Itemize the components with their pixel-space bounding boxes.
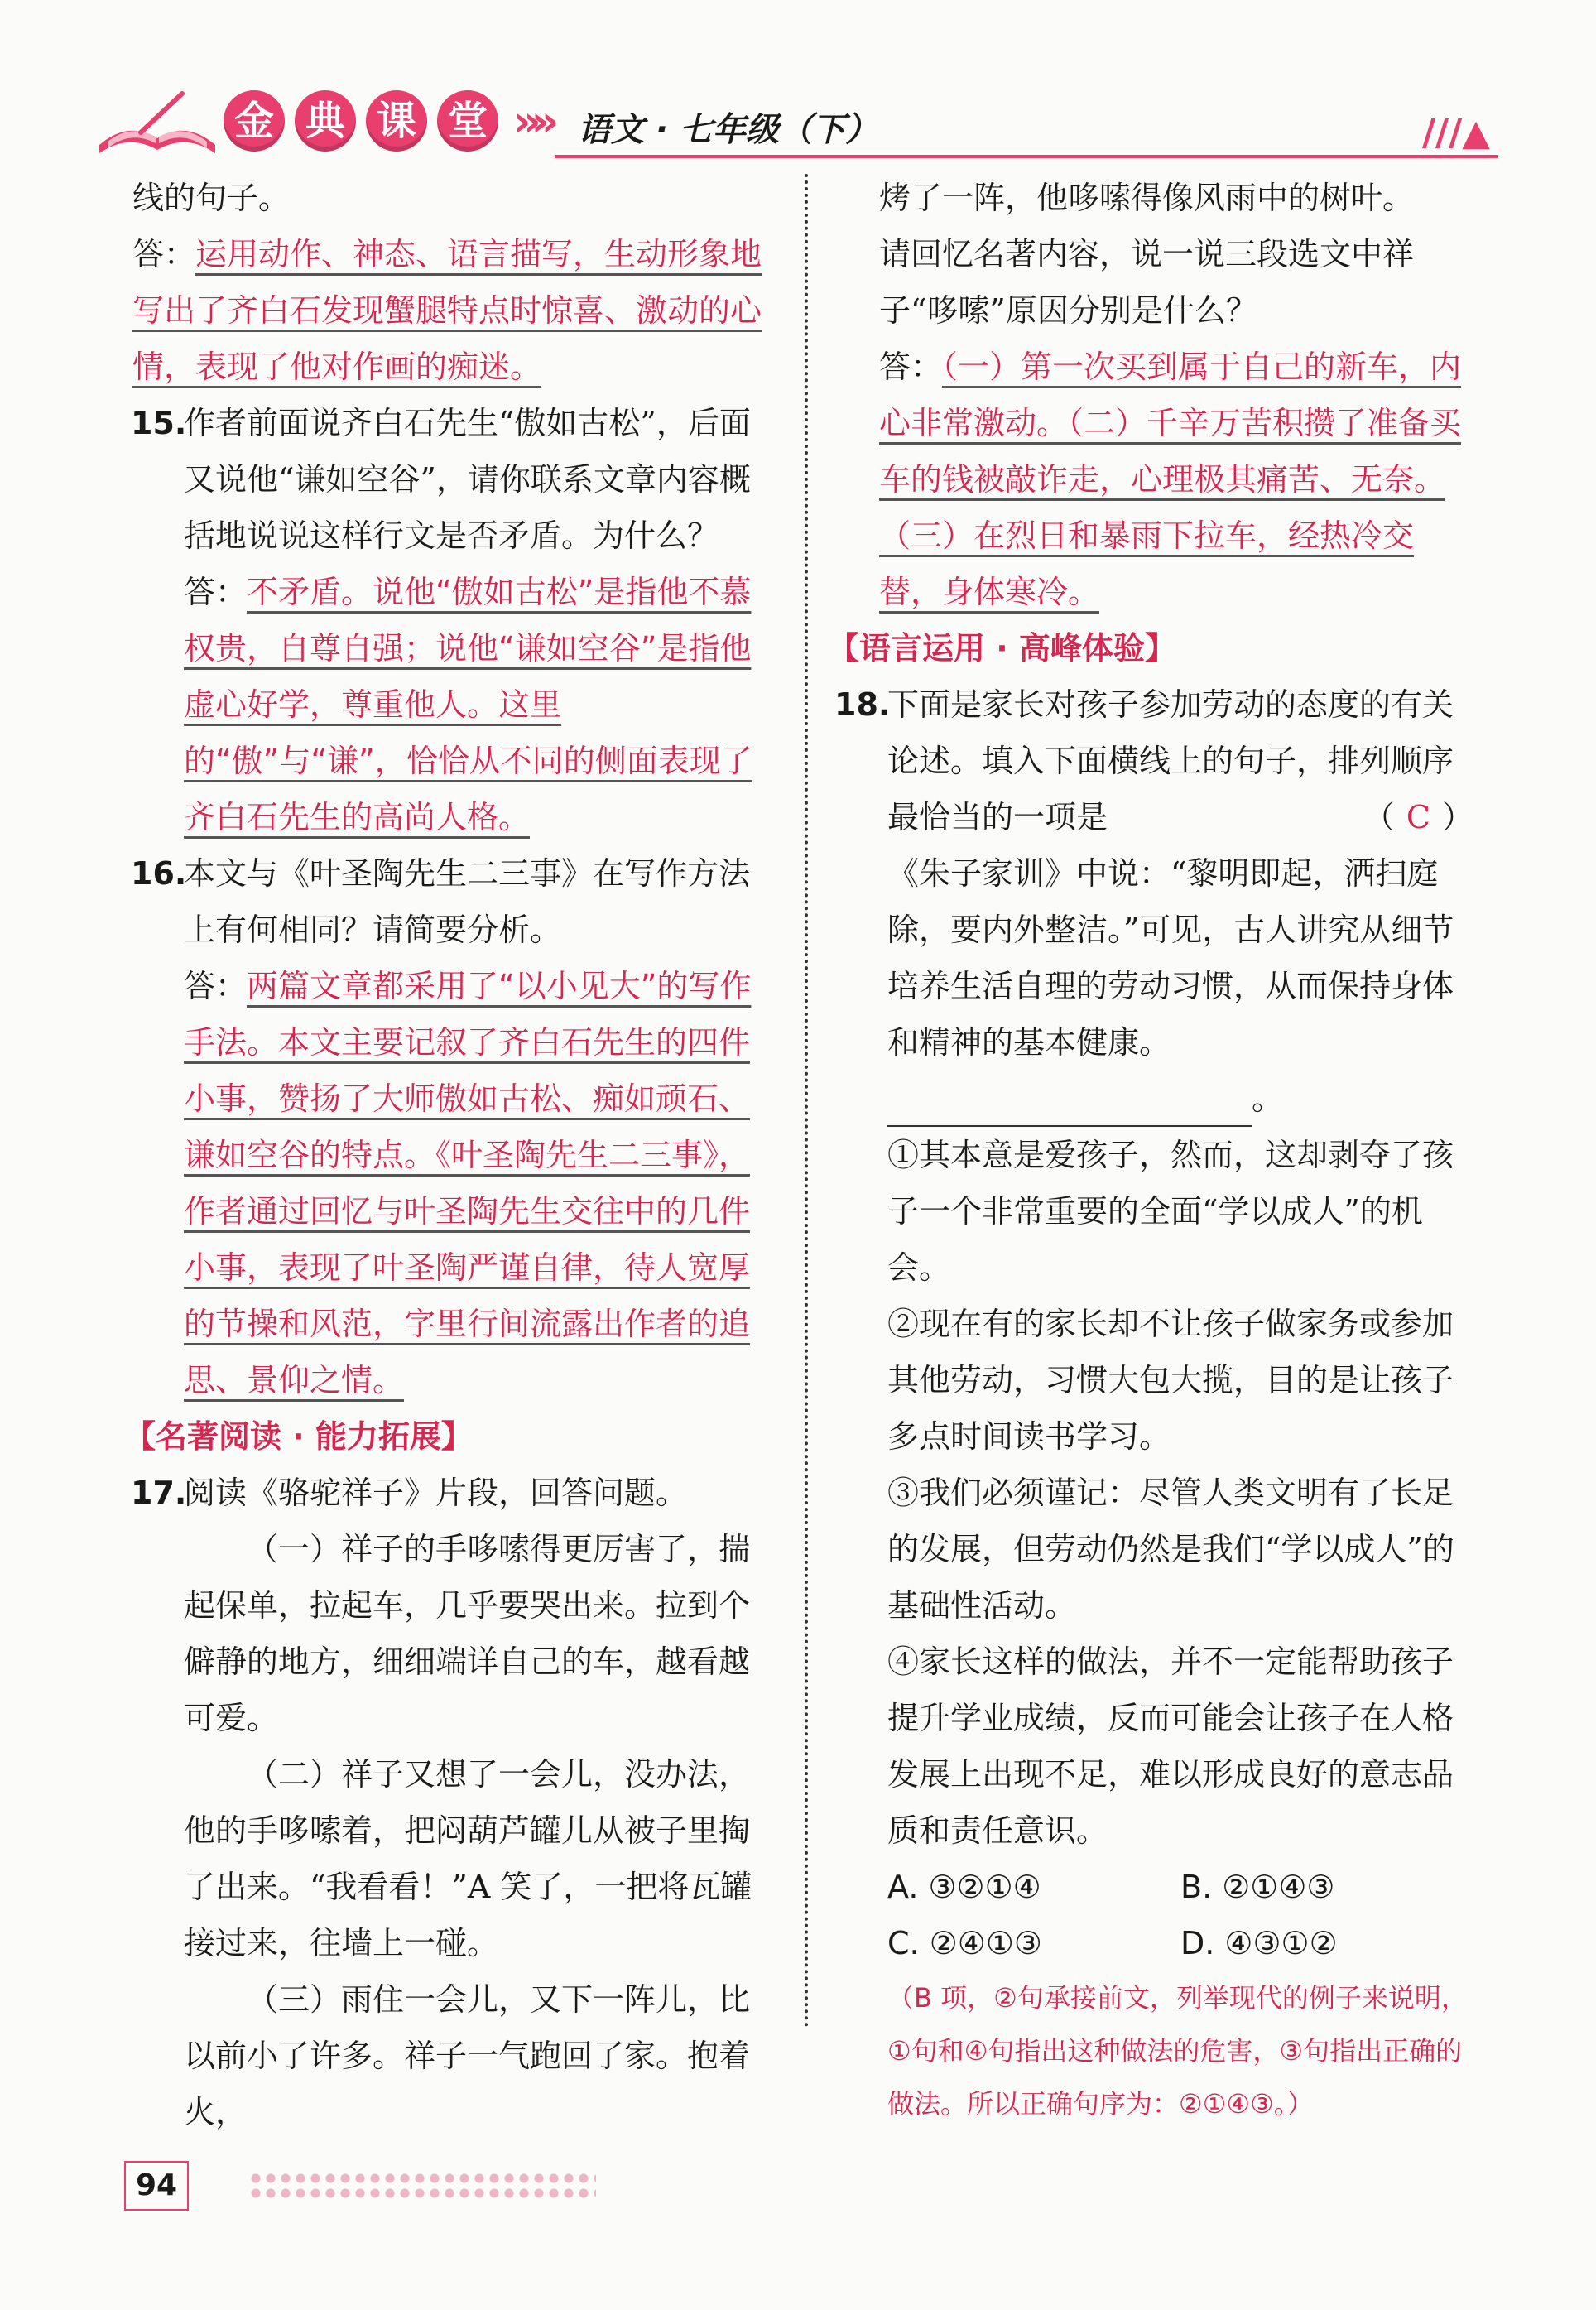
excerpt-paragraph: （三）雨住一会儿，又下一阵儿，比以前小了许多。祥子一气跑回了家。抱着火， [184,1981,751,2130]
question-17 [132,1465,778,2140]
page-number: 94 [124,2161,189,2211]
question-number: 16. [131,855,187,892]
brand-char: 金 [224,90,285,152]
sentence-option: ②现在有的家长却不让孩子做家务或参加其他劳动，习惯大包大揽，目的是让孩子多点时间读书学习。 [887,1306,1454,1455]
page-header [91,79,1490,170]
sentence-option: ④家长这样的做法，并不一定能帮助孩子提升学业成绩，反而可能会让孩子在人格发展上出现不足，难以形成良好的意志品质和责任意识。 [887,1643,1454,1849]
dot-pattern-decoration [248,2171,596,2201]
passage: 《朱子家训》中说：“黎明即起，洒扫庭除，要内外整洁。”可见，古人讲究从细节培养生活自理的劳动习惯，从而保持身体和精神的基本健康。。 [887,845,1473,1127]
answer-bracket: （ C ） [1363,799,1473,835]
option-b: B. ②①④③ [1180,1869,1335,1905]
left-column [124,170,778,2140]
answer-14 [132,226,778,395]
option-a: A. ③②①④ [887,1869,1041,1905]
question-16 [132,845,778,1408]
option-c: C. ②④①③ [887,1925,1042,1961]
sentence-option: ①其本意是爱孩子，然而，这却剥夺了孩子一个非常重要的全面“学以成人”的机会。 [887,1137,1454,1286]
question-text: 本文与《叶圣陶先生二三事》在写作方法上有何相同？请简要分析。 [184,855,751,948]
answer-text: 不矛盾。说他“傲如古松”是指他不慕权贵，自尊自强；说他“谦如空谷”是指他虚心好学，尊重他人。这里的“傲”与“谦”，恰恰从不同的侧面表现了齐白石先生的高尚人格。 [184,574,752,835]
question-18 [836,676,1473,2130]
answer-label: 答： [184,968,248,1004]
question-number: 15. [131,405,187,441]
option-d: D. ④③①② [1180,1925,1338,1961]
brand-char: 课 [366,90,427,152]
excerpt-paragraph: 烤了一阵，他哆嗦得像风雨中的树叶。 [879,180,1415,216]
answer-text: 运用动作、神态、语言描写，生动形象地写出了齐白石发现蟹腿特点时惊喜、激动的心情，表现了他对作画的痴迷。 [132,236,762,385]
question-15 [132,395,778,845]
column-divider [805,174,811,2028]
question-text: 作者前面说齐白石先生“傲如古松”，后面又说他“谦如空谷”，请你联系文章内容概括地说说这样行文是否矛盾。为什么？ [184,405,751,554]
section-heading: 【语言运用 · 高峰体验】 [828,630,1176,667]
brand-char: 典 [295,90,356,152]
sentence-option: ③我们必须谨记：尽管人类文明有了长足的发展，但劳动仍然是我们“学以成人”的基础性活动。 [887,1475,1454,1624]
answer-label: 答： [132,236,196,272]
fill-blank [887,1089,1252,1127]
choice-options [887,1859,1473,1971]
right-column [828,170,1473,2130]
continued-text: 线的句子。 [132,180,291,216]
header-rule [555,155,1498,158]
triangle-decoration-icon: ///▲ [1421,112,1490,154]
brand-char: 堂 [437,90,498,152]
excerpt-paragraph: （一）祥子的手哆嗦得更厉害了，揣起保单，拉起车，几乎要哭出来。拉到个僻静的地方，细细端详自己的车，越看越可爱。 [184,1531,751,1736]
answer-16 [184,958,778,1408]
question-number: 18. [834,686,891,723]
page-footer [124,2161,189,2211]
subject-label: 语文 · 七年级（下） [578,111,879,149]
chevron-right-icon: »» [513,97,550,147]
question-17-continued [836,170,1473,620]
question-text [887,676,1473,845]
question-text: 请回忆名著内容，说一说三段选文中祥子“哆嗦”原因分别是什么？ [879,236,1415,329]
section-heading: 【名著阅读 · 能力拓展】 [124,1418,473,1455]
answer-label: 答： [879,349,943,385]
answer-17 [879,339,1473,620]
choice-answer: C [1406,799,1430,835]
excerpt-paragraph: （二）祥子又想了一会儿，没办法，他的手哆嗦着，把闷葫芦罐儿从被子里掏了出来。“我看看！”A 笑了，一把将瓦罐接过来，往墙上一碰。 [184,1756,752,1961]
book-pen-logo-icon [91,87,224,161]
answer-explanation: （B 项，②句承接前文，列举现代的例子来说明，①句和④句指出这种做法的危害，③句指出正确的做法。所以正确句序为：②①④③。） [887,1982,1468,2120]
passage-text: 《朱子家训》中说：“黎明即起，洒扫庭除，要内外整洁。”可见，古人讲究从细节培养生活自理的劳动习惯，从而保持身体和精神的基本健康。 [887,855,1454,1061]
brand-title [224,90,498,152]
answer-text: （一）第一次买到属于自己的新车，内心非常激动。（二）千辛万苦积攒了准备买车的钱被敲诈走，心理极其痛苦、无奈。（三）在烈日和暴雨下拉车，经热冷交替，身体寒冷。 [879,349,1462,610]
answer-text: 两篇文章都采用了“以小见大”的写作手法。本文主要记叙了齐白石先生的四件小事，赞扬了大师傲如古松、痴如顽石、谦如空谷的特点。《叶圣陶先生二三事》，作者通过回忆与叶圣陶先生交往中的几件小事，表现了叶圣陶严谨自律，待人宽厚的节操和风范，字里行间流露出作者的追思、景仰之情。 [184,968,752,1398]
question-stem: 下面是家长对孩子参加劳动的态度的有关论述。填入下面横线上的句子，排列顺序最恰当的一项是 [887,686,1454,835]
answer-label: 答： [184,574,248,610]
question-text: 阅读《骆驼祥子》片段，回答问题。 [184,1475,688,1511]
answer-15 [184,564,778,845]
question-number: 17. [131,1475,187,1511]
